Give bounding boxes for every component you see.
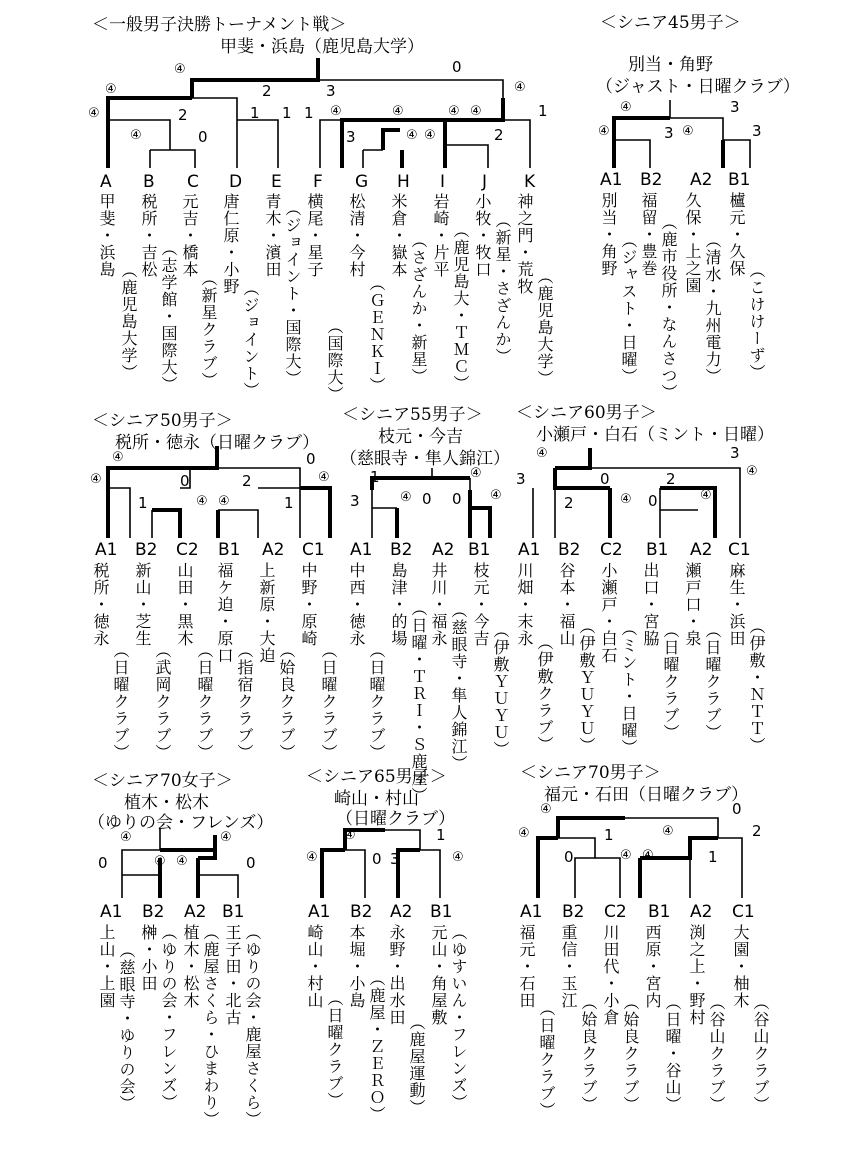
team-club: （日曜クラブ） (111, 642, 130, 761)
score: 0 (422, 490, 432, 508)
score: ④ (344, 828, 356, 843)
score: ④ (400, 490, 412, 505)
team-names: 植木・松木 (181, 924, 200, 1009)
seed-label: A2 (262, 540, 285, 560)
team-club: （鹿児島大学） (535, 268, 554, 387)
score: 2 (666, 470, 676, 488)
score: 0 (198, 128, 208, 146)
team-names: 島津・的場 (389, 562, 408, 647)
seed-label: B1 (646, 540, 669, 560)
score: ④ (490, 488, 502, 503)
score: 0 (600, 470, 610, 488)
team-club: （ミント・日曜） (619, 620, 638, 756)
seed-label: C (187, 172, 199, 192)
seed-label: B2 (350, 902, 373, 922)
team-names: 甲斐・浜島 (97, 193, 116, 278)
score: ④ (448, 104, 460, 119)
score: ④ (392, 104, 404, 119)
team-club: （慈眼寺・ゆりの会） (117, 942, 136, 1112)
team-names: 松清・今村 (347, 193, 366, 278)
seed-label: C1 (732, 902, 755, 922)
team-names: 税所・徳永 (91, 562, 110, 647)
team-names: 永野・出水田 (387, 924, 406, 1026)
score: ④ (112, 450, 124, 465)
score: 0 (246, 854, 256, 872)
senior55-title: ＜シニア55男子＞ (342, 405, 483, 425)
team-club: （伊敷ＹＵＹＵ） (577, 618, 596, 754)
team-club: （伊敷クラブ） (535, 634, 554, 753)
senior65-affil: （日曜クラブ） (336, 809, 456, 829)
open-men-title: ＜一般男子決勝トーナメント戦＞ (92, 15, 347, 35)
team-club: （姶良クラブ） (579, 994, 598, 1113)
score: ④ (330, 104, 342, 119)
score: ④ (174, 62, 186, 77)
score: 1 (282, 104, 292, 122)
senior45-affil: （ジャスト・日曜クラブ） (596, 77, 800, 97)
seed-label: B2 (562, 902, 585, 922)
score: ④ (662, 824, 674, 839)
team-club: （武岡クラブ） (153, 642, 172, 761)
score: ④ (598, 124, 610, 139)
team-club: （日曜・ＴＲＩ・Ｓ鹿屋） (409, 600, 428, 804)
seed-label: A2 (690, 540, 713, 560)
team-club: （新星クラブ） (199, 270, 218, 389)
team-names: 櫨元・久保 (727, 192, 746, 277)
team-names: 川畑・末永 (515, 562, 534, 647)
seed-label: B1 (648, 902, 671, 922)
score: ④ (406, 128, 418, 143)
seed-label: C2 (604, 902, 627, 922)
score: 3 (350, 492, 360, 510)
score: 0 (564, 848, 574, 866)
team-club: （姶良クラブ） (277, 642, 296, 761)
score: ④ (746, 464, 758, 479)
score: ④ (105, 82, 117, 97)
score: 1 (138, 494, 148, 512)
team-names: 王子田・北古 (223, 924, 242, 1026)
score: ④ (682, 124, 694, 139)
score: 1 (284, 494, 294, 512)
team-club: （日曜クラブ） (537, 1000, 556, 1119)
score: 1 (370, 468, 380, 486)
team-club: （鹿児島大学） (119, 262, 138, 381)
score: ④ (218, 494, 230, 509)
score: 3 (346, 128, 356, 146)
team-club: （日曜・谷山） (663, 994, 682, 1113)
seed-label: B1 (468, 540, 491, 560)
score: ④ (220, 830, 232, 845)
team-names: 小牧・牧口 (473, 193, 492, 278)
team-names: 西原・宮内 (643, 924, 662, 1009)
score: 3 (730, 444, 740, 462)
team-names: 中野・原崎 (299, 562, 318, 647)
score: 0 (452, 58, 462, 76)
seed-label: B1 (218, 540, 241, 560)
team-names: 出口・宮脇 (641, 562, 660, 647)
team-names: 井川・福永 (429, 562, 448, 647)
seed-label: A1 (600, 170, 623, 190)
score: 1 (304, 104, 314, 122)
team-names: 福留・豊巻 (639, 192, 658, 277)
seed-label: A1 (95, 540, 118, 560)
team-names: 元吉・橋本 (180, 193, 199, 278)
score: 3 (730, 98, 740, 116)
team-names: 榊・小田 (139, 924, 158, 992)
seed-label: B2 (135, 540, 158, 560)
team-names: 別当・角野 (599, 192, 618, 277)
score: 1 (250, 104, 260, 122)
team-club: （伊敷・ＮＴＴ） (747, 618, 766, 754)
open-men-winner: 甲斐・浜島（鹿児島大学） (220, 37, 424, 57)
seed-label: B2 (390, 540, 413, 560)
score: ④ (700, 488, 712, 503)
score: ④ (518, 826, 530, 841)
seed-label: F (313, 172, 323, 192)
team-club: （志学館・国際大） (159, 240, 178, 393)
score: 0 (372, 850, 382, 868)
seed-label: A1 (100, 902, 123, 922)
seed-label: C1 (728, 540, 751, 560)
senior55-affil: （慈眼寺・隼人錦江） (340, 449, 510, 469)
team-club: （慈眼寺・隼人錦江） (449, 602, 468, 772)
seed-label: E (271, 172, 282, 192)
team-names: 小瀬戸・白石 (599, 562, 618, 664)
team-club: （清水・九州電力） (703, 232, 722, 385)
senior65-winner: 崎山・村山 (334, 789, 419, 809)
score: 1 (604, 826, 614, 844)
seed-label: B2 (640, 170, 663, 190)
team-club: （新星・さざんか） (493, 212, 512, 365)
team-names: 神之門・荒牧 (515, 193, 534, 295)
team-names: 中西・徳永 (347, 562, 366, 647)
score: 3 (326, 82, 336, 100)
score: 2 (494, 126, 504, 144)
score: ④ (452, 850, 464, 865)
team-club: （鹿市役所・なんさつ） (659, 214, 678, 401)
team-names: 青木・濱田 (263, 193, 282, 278)
score: ④ (318, 470, 330, 485)
team-names: 麻生・浜田 (727, 562, 746, 647)
score: 0 (648, 492, 658, 510)
team-names: 川田代・小倉 (601, 924, 620, 1026)
score: ④ (120, 830, 132, 845)
seed-label: B1 (728, 170, 751, 190)
score: ④ (470, 466, 482, 481)
seed-label: A2 (690, 170, 713, 190)
senior50-title: ＜シニア50男子＞ (92, 411, 233, 431)
score: 0 (306, 450, 316, 468)
score: ④ (154, 854, 166, 869)
senior65-title: ＜シニア65男子＞ (306, 767, 447, 787)
team-club: （日曜クラブ） (195, 642, 214, 761)
seed-label: C1 (302, 540, 325, 560)
seed-label: A2 (390, 902, 413, 922)
score: ④ (536, 446, 548, 461)
score: 2 (178, 106, 188, 124)
score: ④ (470, 104, 482, 119)
senior70w-title: ＜シニア70女子＞ (92, 771, 233, 791)
score: ④ (196, 494, 208, 509)
team-names: 唐仁原・小野 (221, 193, 240, 295)
team-names: 重信・玉江 (559, 924, 578, 1009)
seed-label: A1 (520, 902, 543, 922)
senior45-winner: 別当・角野 (628, 55, 713, 75)
score: ④ (620, 100, 632, 115)
senior55-winner: 枝元・今吉 (378, 427, 463, 447)
team-names: 上新原・大迫 (257, 562, 276, 664)
team-names: 福元・石田 (517, 924, 536, 1009)
score: 2 (752, 822, 762, 840)
seed-label: A2 (690, 902, 713, 922)
score: 1 (436, 826, 446, 844)
team-club: （こけけーず） (747, 262, 766, 381)
team-club: （伊敷ＹＵＹＵ） (491, 622, 510, 758)
team-club: （日曜クラブ） (325, 990, 344, 1109)
score: 0 (452, 490, 462, 508)
team-club: （国際大） (325, 318, 344, 403)
score: 0 (98, 854, 108, 872)
team-club: （日曜クラブ） (661, 622, 680, 741)
seed-label: B2 (558, 540, 581, 560)
seed-label: A (100, 172, 112, 192)
team-names: 税所・吉松 (139, 193, 158, 278)
team-names: 山田・黒木 (175, 562, 194, 647)
seed-label: C2 (176, 540, 199, 560)
team-club: （指宿クラブ） (235, 642, 254, 761)
team-names: 福ケ迫・原口 (215, 562, 234, 664)
seed-label: A1 (350, 540, 373, 560)
score: ④ (130, 128, 142, 143)
team-club: （谷山クラブ） (751, 994, 770, 1113)
team-club: （ジョイント・国際大） (283, 200, 302, 387)
team-club: （ゆりの会・フレンズ） (159, 924, 178, 1111)
score: 3 (752, 122, 762, 140)
senior45-title: ＜シニア45男子＞ (600, 13, 741, 33)
team-names: 久保・上之園 (683, 192, 702, 294)
team-club: （日曜クラブ） (367, 642, 386, 761)
senior50-bracket (108, 446, 330, 538)
score: ④ (176, 854, 188, 869)
team-club: （日曜クラブ） (703, 622, 722, 741)
seed-label: A2 (184, 902, 207, 922)
seed-label: A1 (518, 540, 541, 560)
score: 3 (664, 124, 674, 142)
team-club: （ゆりの会・鹿屋さくら） (243, 924, 262, 1128)
senior50-winner: 税所・徳永（日曜クラブ） (115, 433, 320, 453)
score: 1 (538, 102, 548, 120)
score: 2 (564, 494, 574, 512)
team-club: （谷山クラブ） (707, 994, 726, 1113)
team-names: 枝元・今吉 (471, 562, 490, 647)
score: ④ (620, 492, 632, 507)
seed-label: G (355, 172, 369, 192)
score: ④ (540, 802, 552, 817)
team-names: 大園・柚木 (731, 924, 750, 1009)
team-club: （ジャスト・日曜） (619, 232, 638, 385)
team-club: （鹿児島大・ＴＭＣ） (451, 222, 470, 392)
senior60-winner: 小瀬戸・白石（ミント・日曜） (536, 425, 774, 445)
score: ④ (424, 128, 436, 143)
seed-label: K (524, 172, 536, 192)
score: 0 (732, 800, 742, 818)
score: 3 (390, 850, 400, 868)
seed-label: H (397, 172, 410, 192)
team-club: （鹿屋さくら・ひまわり） (201, 924, 220, 1128)
team-club: （鹿屋運動） (407, 1014, 426, 1116)
senior60-title: ＜シニア60男子＞ (516, 403, 657, 423)
score: 2 (262, 82, 272, 100)
score: ④ (306, 850, 318, 865)
score: ④ (88, 106, 100, 121)
team-club: （姶良クラブ） (621, 994, 640, 1113)
team-names: 新山・芝生 (133, 562, 152, 647)
team-club: （さざんか・新星） (409, 232, 428, 385)
score: ④ (90, 472, 102, 487)
seed-label: A2 (432, 540, 455, 560)
seed-label: A1 (308, 902, 331, 922)
senior70w-affil: （ゆりの会・フレンズ） (88, 813, 274, 833)
team-names: 本堀・小島 (347, 924, 366, 1009)
seed-label: B2 (142, 902, 165, 922)
team-club: （ゆすいん・フレンズ） (449, 924, 468, 1111)
senior70m-title: ＜シニア70男子＞ (520, 763, 661, 783)
team-names: 横尾・星子 (305, 193, 324, 278)
seed-label: J (482, 172, 488, 192)
team-names: 瀬戸口・泉 (683, 562, 702, 647)
seed-label: B (143, 172, 155, 192)
score: ④ (642, 848, 654, 863)
score: 2 (242, 472, 252, 490)
team-club: （ＧＥＮＫＩ） (367, 275, 386, 394)
score: 0 (180, 472, 190, 490)
seed-label: D (229, 172, 243, 192)
team-names: 岩崎・片平 (431, 193, 450, 278)
seed-label: C2 (600, 540, 623, 560)
team-names: 米倉・嶽本 (389, 193, 408, 278)
team-names: 渕之上・野村 (687, 924, 706, 1026)
team-club: （日曜クラブ） (319, 642, 338, 761)
seed-label: I (440, 172, 446, 192)
team-names: 上山・上園 (97, 924, 116, 1009)
score: ④ (514, 80, 526, 95)
team-names: 元山・角屋敷 (429, 924, 448, 1026)
seed-label: B1 (430, 902, 453, 922)
open-men-bracket (108, 58, 530, 168)
score: 3 (516, 470, 526, 488)
score: ④ (620, 848, 632, 863)
senior70w-winner: 植木・松木 (124, 793, 209, 813)
team-names: 谷本・福山 (557, 562, 576, 647)
score: 1 (708, 848, 718, 866)
team-names: 崎山・村山 (305, 924, 324, 1009)
seed-label: B1 (222, 902, 245, 922)
team-club: （鹿屋・ＺＥＲＯ） (367, 970, 386, 1123)
team-club: （ジョイント） (241, 280, 260, 399)
senior70m-winner: 福元・石田（日曜クラブ） (544, 785, 749, 805)
